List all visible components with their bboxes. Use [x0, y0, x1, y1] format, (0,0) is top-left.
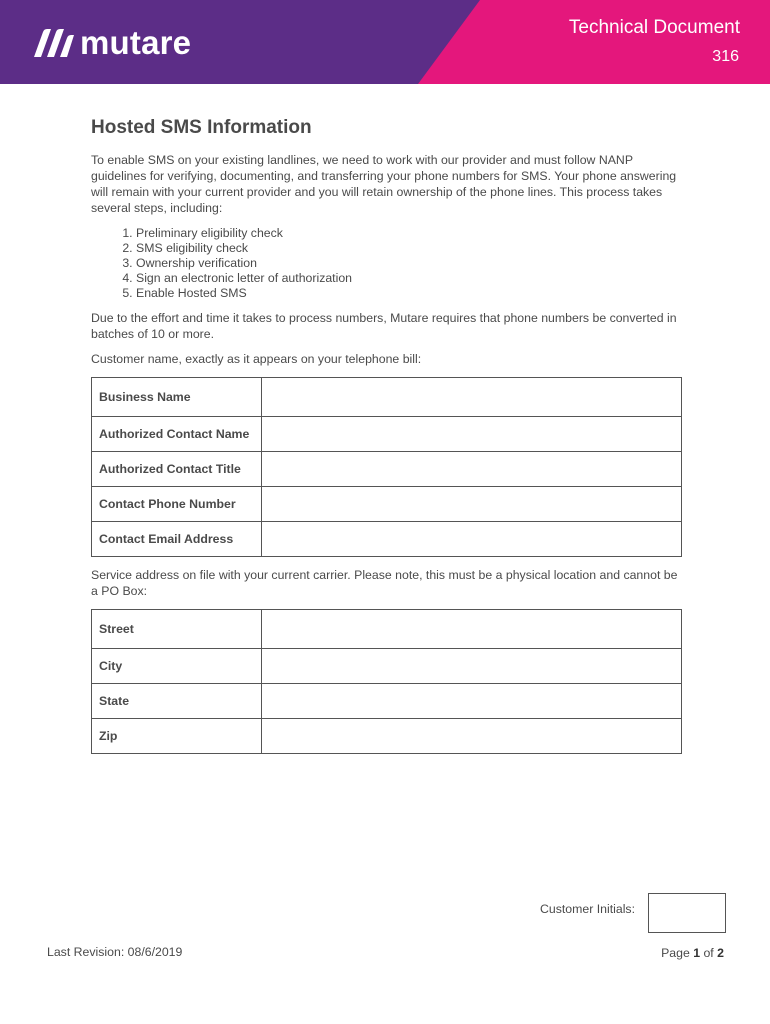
state-field[interactable]	[262, 684, 682, 719]
business-name-field[interactable]	[262, 378, 682, 417]
document-type: Technical Document	[568, 17, 740, 38]
customer-prompt: Customer name, exactly as it appears on your telephone bill:	[91, 352, 422, 366]
table-row	[92, 684, 682, 719]
page-total: 2	[717, 946, 724, 960]
customer-initials-field[interactable]	[648, 893, 726, 933]
table-row	[92, 378, 682, 417]
state-label: State	[92, 684, 262, 719]
list-item: 1. Preliminary eligibility check	[136, 226, 687, 241]
city-label: City	[92, 649, 262, 684]
business-name-label: Business Name	[92, 378, 262, 417]
main-content	[91, 116, 687, 754]
steps-list	[91, 226, 687, 301]
street-field[interactable]	[262, 610, 682, 649]
table-row	[92, 719, 682, 754]
header-banner	[0, 0, 770, 84]
table-row	[92, 649, 682, 684]
list-item: 3. Ownership verification	[136, 256, 687, 271]
address-prompt: Service address on file with your current carrier. Please note, this must be a physical location and cannot be a PO Box:	[91, 568, 678, 598]
table-row	[92, 417, 682, 452]
batch-note: Due to the effort and time it takes to process numbers, Mutare requires that phone numbers be converted in batches of 10 or more.	[91, 311, 677, 341]
contact-name-label: Authorized Contact Name	[92, 417, 262, 452]
brand-name: mutare	[80, 24, 192, 61]
logo	[30, 25, 191, 61]
zip-label: Zip	[92, 719, 262, 754]
document-number: 316	[712, 48, 739, 65]
page-word: Page	[661, 946, 690, 960]
customer-info-table	[91, 377, 682, 557]
table-row	[92, 452, 682, 487]
page-number	[661, 945, 724, 961]
list-item: 5. Enable Hosted SMS	[136, 286, 687, 301]
contact-title-label: Authorized Contact Title	[92, 452, 262, 487]
contact-title-field[interactable]	[262, 452, 682, 487]
table-row	[92, 487, 682, 522]
contact-email-field[interactable]	[262, 522, 682, 557]
street-label: Street	[92, 610, 262, 649]
list-item: 4. Sign an electronic letter of authorization	[136, 271, 687, 286]
page-current: 1	[693, 946, 701, 960]
address-table	[91, 609, 682, 754]
page-title: Hosted SMS Information	[91, 117, 312, 138]
last-revision: Last Revision: 08/6/2019	[47, 945, 183, 959]
page-of: of	[703, 946, 714, 960]
customer-initials-label: Customer Initials:	[540, 902, 635, 916]
contact-name-field[interactable]	[262, 417, 682, 452]
logo-mark-icon	[30, 29, 74, 57]
zip-field[interactable]	[262, 719, 682, 754]
contact-phone-field[interactable]	[262, 487, 682, 522]
intro-paragraph: To enable SMS on your existing landlines, we need to work with our provider and must follow NANP guidelines for verifying, documenting, and transferring your phone numbers for SMS. Your phone answering will remain with your current provider and you will retain ownership of the phone lines. This process takes several steps, including:	[91, 153, 677, 215]
contact-phone-label: Contact Phone Number	[92, 487, 262, 522]
contact-email-label: Contact Email Address	[92, 522, 262, 557]
list-item: 2. SMS eligibility check	[136, 241, 687, 256]
table-row	[92, 522, 682, 557]
city-field[interactable]	[262, 649, 682, 684]
table-row	[92, 610, 682, 649]
